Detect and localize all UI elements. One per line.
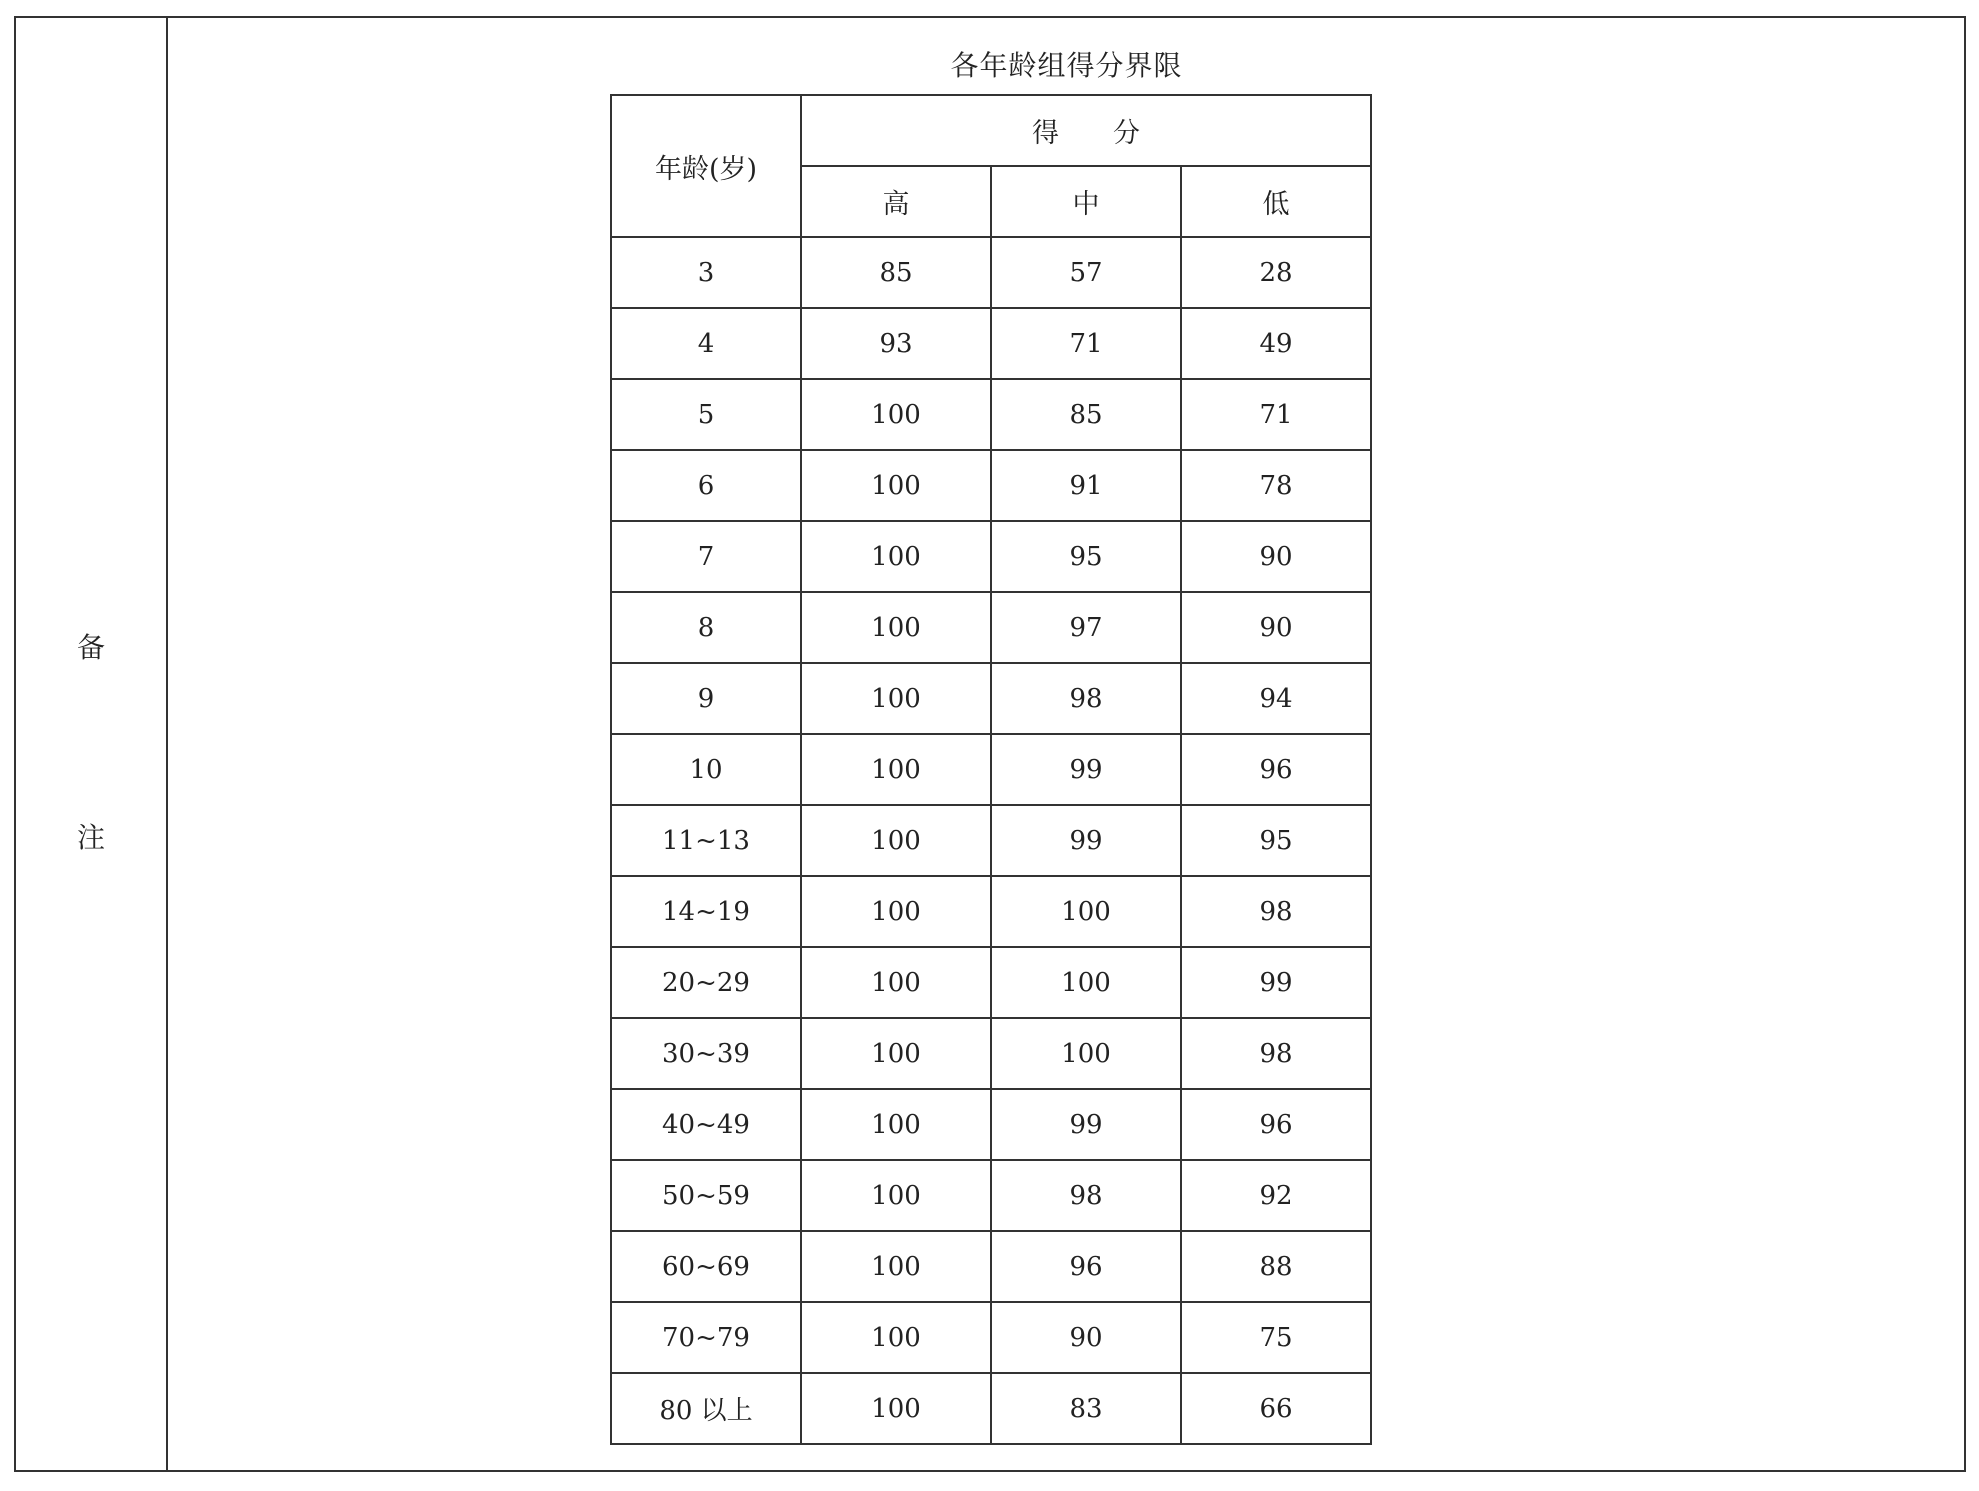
table-row <box>611 237 1371 308</box>
high-score-cell: 100 <box>801 1160 991 1231</box>
age-cell: 7 <box>611 521 801 592</box>
mid-score-cell: 100 <box>991 876 1181 947</box>
low-score-cell: 66 <box>1181 1373 1371 1444</box>
table-row <box>611 521 1371 592</box>
low-score-cell: 92 <box>1181 1160 1371 1231</box>
age-cell: 80 以上 <box>611 1373 801 1444</box>
high-level-header: 高 <box>801 166 991 237</box>
table-row <box>611 450 1371 521</box>
age-cell: 3 <box>611 237 801 308</box>
mid-score-cell: 98 <box>991 1160 1181 1231</box>
table-row <box>611 308 1371 379</box>
age-cell: 14~19 <box>611 876 801 947</box>
low-score-cell: 78 <box>1181 450 1371 521</box>
mid-score-cell: 97 <box>991 592 1181 663</box>
age-cell: 60~69 <box>611 1231 801 1302</box>
high-score-cell: 93 <box>801 308 991 379</box>
remarks-label-column <box>16 18 168 1470</box>
high-score-cell: 100 <box>801 379 991 450</box>
low-score-cell: 71 <box>1181 379 1371 450</box>
mid-score-cell: 100 <box>991 947 1181 1018</box>
high-score-cell: 100 <box>801 592 991 663</box>
table-row <box>611 1231 1371 1302</box>
high-score-cell: 100 <box>801 805 991 876</box>
table-caption: 各年龄组得分界限 <box>950 49 1183 82</box>
high-score-cell: 100 <box>801 1089 991 1160</box>
high-score-cell: 100 <box>801 521 991 592</box>
mid-score-cell: 71 <box>991 308 1181 379</box>
table-row <box>611 1160 1371 1231</box>
age-cell: 10 <box>611 734 801 805</box>
remarks-label-char-1: 备 <box>76 631 105 664</box>
table-row <box>611 734 1371 805</box>
age-cell: 4 <box>611 308 801 379</box>
remarks-label-char-2: 注 <box>76 821 105 854</box>
table-row <box>611 379 1371 450</box>
age-cell: 20~29 <box>611 947 801 1018</box>
mid-level-header: 中 <box>991 166 1181 237</box>
high-score-cell: 100 <box>801 450 991 521</box>
remarks-frame <box>14 16 1966 1472</box>
high-score-cell: 85 <box>801 237 991 308</box>
low-score-cell: 49 <box>1181 308 1371 379</box>
low-level-header: 低 <box>1181 166 1371 237</box>
mid-score-cell: 100 <box>991 1018 1181 1089</box>
table-row <box>611 805 1371 876</box>
low-score-cell: 90 <box>1181 521 1371 592</box>
age-cell: 5 <box>611 379 801 450</box>
low-score-cell: 90 <box>1181 592 1371 663</box>
age-column-header: 年龄(岁) <box>611 95 801 237</box>
age-cell: 9 <box>611 663 801 734</box>
table-row <box>611 1089 1371 1160</box>
high-score-cell: 100 <box>801 663 991 734</box>
low-score-cell: 94 <box>1181 663 1371 734</box>
age-cell: 6 <box>611 450 801 521</box>
age-cell: 40~49 <box>611 1089 801 1160</box>
table-row <box>611 663 1371 734</box>
mid-score-cell: 98 <box>991 663 1181 734</box>
table-row <box>611 1018 1371 1089</box>
high-score-cell: 100 <box>801 876 991 947</box>
table-row <box>611 1302 1371 1373</box>
age-cell: 30~39 <box>611 1018 801 1089</box>
mid-score-cell: 99 <box>991 734 1181 805</box>
high-score-cell: 100 <box>801 1231 991 1302</box>
low-score-cell: 75 <box>1181 1302 1371 1373</box>
table-row <box>611 876 1371 947</box>
high-score-cell: 100 <box>801 1018 991 1089</box>
mid-score-cell: 95 <box>991 521 1181 592</box>
low-score-cell: 95 <box>1181 805 1371 876</box>
table-body <box>611 237 1371 1444</box>
low-score-cell: 28 <box>1181 237 1371 308</box>
age-cell: 11~13 <box>611 805 801 876</box>
mid-score-cell: 99 <box>991 1089 1181 1160</box>
mid-score-cell: 90 <box>991 1302 1181 1373</box>
age-cell: 8 <box>611 592 801 663</box>
table-header-row <box>611 95 1371 166</box>
mid-score-cell: 91 <box>991 450 1181 521</box>
low-score-cell: 96 <box>1181 1089 1371 1160</box>
mid-score-cell: 96 <box>991 1231 1181 1302</box>
low-score-cell: 99 <box>1181 947 1371 1018</box>
high-score-cell: 100 <box>801 1373 991 1444</box>
table-row <box>611 592 1371 663</box>
table-row <box>611 947 1371 1018</box>
high-score-cell: 100 <box>801 947 991 1018</box>
age-score-table <box>610 94 1372 1445</box>
mid-score-cell: 57 <box>991 237 1181 308</box>
table-row <box>611 1373 1371 1444</box>
low-score-cell: 88 <box>1181 1231 1371 1302</box>
low-score-cell: 98 <box>1181 876 1371 947</box>
age-cell: 70~79 <box>611 1302 801 1373</box>
high-score-cell: 100 <box>801 734 991 805</box>
score-column-header: 得 分 <box>801 95 1371 166</box>
high-score-cell: 100 <box>801 1302 991 1373</box>
low-score-cell: 96 <box>1181 734 1371 805</box>
mid-score-cell: 83 <box>991 1373 1181 1444</box>
mid-score-cell: 85 <box>991 379 1181 450</box>
age-cell: 50~59 <box>611 1160 801 1231</box>
low-score-cell: 98 <box>1181 1018 1371 1089</box>
mid-score-cell: 99 <box>991 805 1181 876</box>
